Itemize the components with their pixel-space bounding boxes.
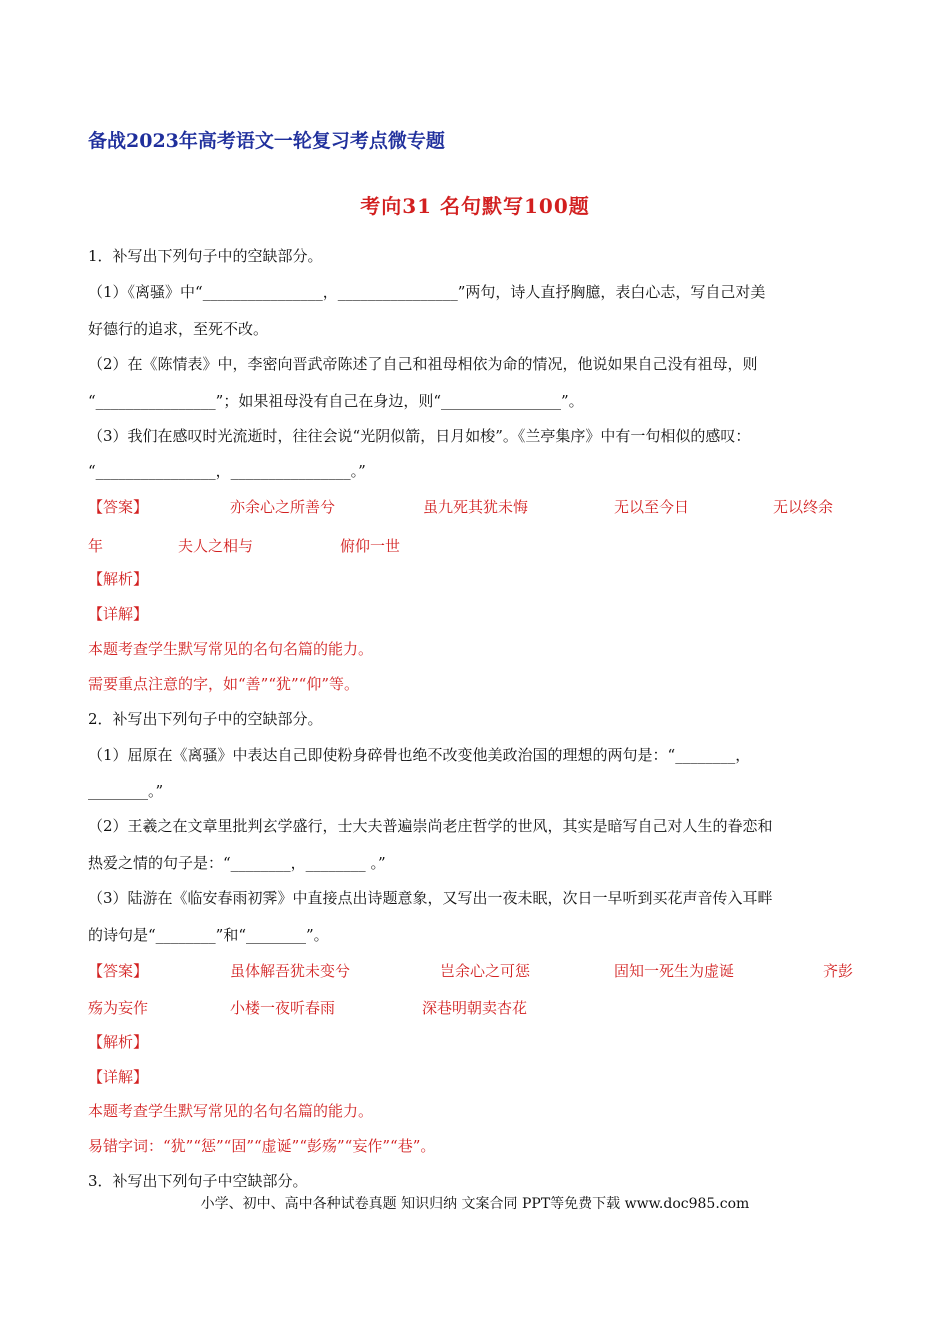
q2-part3-line2: 的诗句是“________”和“________”。 [88, 926, 329, 944]
q2-detail-label: 【详解】 [88, 1068, 149, 1086]
answer-label: 【答案】 [88, 962, 149, 980]
q1-part1-line1: （1）《离骚》中“________________，________________”两句，诗人直抒胸臆，表白心志，写自己对美 [88, 283, 766, 301]
q2-stem: 2．补写出下列句子中的空缺部分。 [88, 710, 323, 728]
answer-item: 虽体解吾犹未变兮 [230, 962, 351, 980]
answer-item: 无以至今日 [614, 498, 690, 516]
series-header: 备战2023年高考语文一轮复习考点微专题 [88, 130, 445, 152]
answer-item: 殇为妄作 [88, 999, 149, 1017]
page-footer: 小学、初中、高中各种试卷真题 知识归纳 文案合同 PPT等免费下载 www.doc985.com [200, 1196, 750, 1212]
answer-item: 年 [88, 537, 104, 555]
q1-part1-line2: 好德行的追求，至死不改。 [88, 320, 269, 338]
q1-part2-line2: “________________”；如果祖母没有自己在身边，则“________________”。 [88, 392, 584, 410]
page-title: 考向31 名句默写100题 [360, 194, 590, 218]
q1-detail-label: 【详解】 [88, 605, 149, 623]
answer-item: 亦余心之所善兮 [230, 498, 336, 516]
q2-part3-line1: （3）陆游在《临安春雨初霁》中直接点出诗题意象，又写出一夜未眠，次日一早听到买花声音传入耳畔 [88, 889, 773, 907]
answer-item: 虽九死其犹未悔 [423, 498, 529, 516]
answer-item: 小楼一夜听春雨 [230, 999, 336, 1017]
q2-part2-line1: （2）王羲之在文章里批判玄学盛行，士大夫普遍崇尚老庄哲学的世风，其实是暗写自己对人生的眷恋和 [88, 817, 773, 835]
q2-detail-text-1: 本题考查学生默写常见的名句名篇的能力。 [88, 1102, 374, 1120]
q2-detail-text-2: 易错字词：“犹”“惩”“固”“虚诞”“彭殇”“妄作”“巷”。 [88, 1137, 436, 1155]
answer-item: 深巷明朝卖杏花 [422, 999, 528, 1017]
answer-item: 齐彭 [823, 962, 854, 980]
q1-part3-line2: “________________，________________。” [88, 462, 366, 480]
q1-part3-line1: （3）我们在感叹时光流逝时，往往会说“光阴似箭，日月如梭”。《兰亭集序》中有一句相似的感叹： [88, 427, 751, 445]
q2-part1-line1: （1）屈原在《离骚》中表达自己即使粉身碎骨也绝不改变他美政治国的理想的两句是：“________， [88, 746, 751, 764]
q1-part2-line1: （2）在《陈情表》中，李密向晋武帝陈述了自己和祖母相依为命的情况，他说如果自己没有祖母，则 [88, 355, 758, 373]
answer-item: 夫人之相与 [178, 537, 254, 555]
answer-item: 俯仰一世 [340, 537, 401, 555]
q1-detail-text-2: 需要重点注意的字，如“善”“犹”“仰”等。 [88, 675, 360, 693]
q3-stem: 3．补写出下列句子中空缺部分。 [88, 1172, 308, 1190]
q2-analysis-label: 【解析】 [88, 1033, 149, 1051]
answer-item: 岂余心之可惩 [440, 962, 531, 980]
q2-part1-line2: ________。” [88, 782, 164, 800]
answer-item: 无以终余 [773, 498, 834, 516]
q1-stem: 1．补写出下列句子中的空缺部分。 [88, 247, 323, 265]
q1-analysis-label: 【解析】 [88, 570, 149, 588]
answer-label: 【答案】 [88, 498, 149, 516]
q1-detail-text-1: 本题考查学生默写常见的名句名篇的能力。 [88, 640, 374, 658]
q2-part2-line2: 热爱之情的句子是：“________，________ 。” [88, 854, 386, 872]
answer-item: 固知一死生为虚诞 [614, 962, 735, 980]
